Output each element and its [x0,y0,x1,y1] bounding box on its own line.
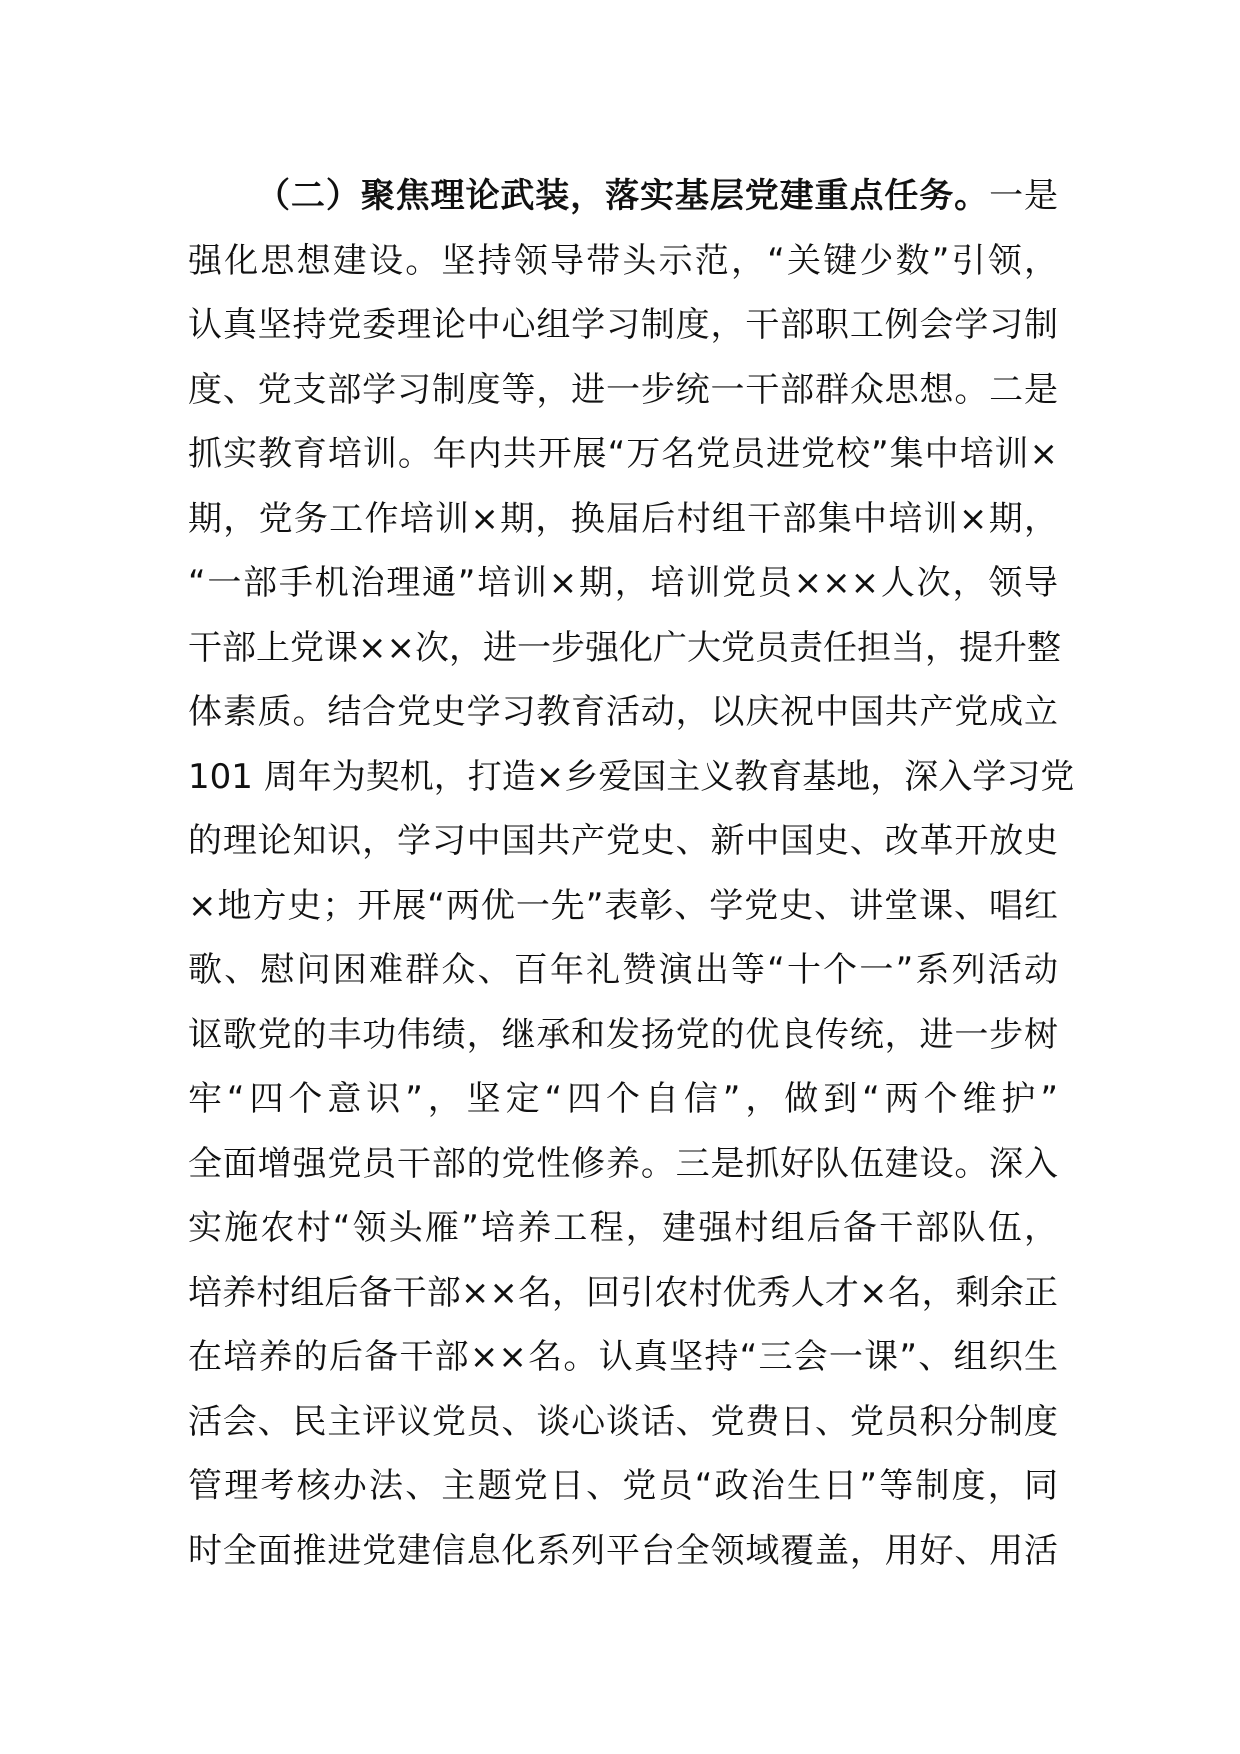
paragraph-line: 活会、民主评议党员、谈心谈话、党费日、党员积分制度 [188,1401,1058,1442]
paragraph-line: 的理论知识，学习中国共产党史、新中国史、改革开放史 [188,821,1058,861]
paragraph-line: 讴歌党的丰功伟绩，继承和发扬党的优良传统，进一步树 [188,1014,1058,1055]
paragraph-line: 实施农村“领头雁”培养工程，建强村组后备干部队伍， [188,1208,1058,1248]
paragraph-line: 在培养的后备干部××名。认真坚持“三会一课”、组织生 [188,1337,1058,1377]
paragraph-line: 体素质。结合党史学习教育活动，以庆祝中国共产党成立 [188,692,1058,732]
paragraph-line: 培养村组后备干部××名，回引农村优秀人才×名，剩余正 [188,1272,1058,1313]
paragraph-line: ×地方史；开展“两优一先”表彰、学党史、讲堂课、唱红 [188,885,1058,926]
paragraph-line: 101 周年为契机，打造×乡爱国主义教育基地，深入学习党 [188,756,1075,797]
section-heading: （二）聚焦理论武装，落实基层党建重点任务。 [256,176,990,216]
paragraph-line: “一部手机治理通”培训×期，培训党员×××人次，领导 [188,563,1058,603]
paragraph-line: 度、党支部学习制度等，进一步统一干部群众思想。二是 [188,369,1058,410]
paragraph-line: 抓实教育培训。年内共开展“万名党员进党校”集中培训× [188,434,1058,474]
paragraph-line: 认真坚持党委理论中心组学习制度，干部职工例会学习制 [188,305,1058,345]
paragraph-text: 一是 [989,176,1059,216]
paragraph-line: 干部上党课××次，进一步强化广大党员责任担当，提升整 [188,627,1061,668]
paragraph-line: 强化思想建设。坚持领导带头示范，“关键少数”引领， [188,240,1058,281]
paragraph-line: 全面增强党员干部的党性修养。三是抓好队伍建设。深入 [188,1143,1058,1184]
paragraph-line: 牢“四个意识”，坚定“四个自信”，做到“两个维护” [188,1079,1058,1119]
paragraph-line: 管理考核办法、主题党日、党员“政治生日”等制度，同 [188,1466,1058,1506]
paragraph-line: 时全面推进党建信息化系列平台全领域覆盖，用好、用活 [188,1530,1058,1571]
body-paragraph [188,164,1075,1583]
paragraph-line-1 [188,164,1058,229]
paragraph-line: 歌、慰问困难群众、百年礼赞演出等“十个一”系列活动 [188,950,1058,990]
paragraph-line: 期，党务工作培训×期，换届后村组干部集中培训×期， [188,498,1058,539]
